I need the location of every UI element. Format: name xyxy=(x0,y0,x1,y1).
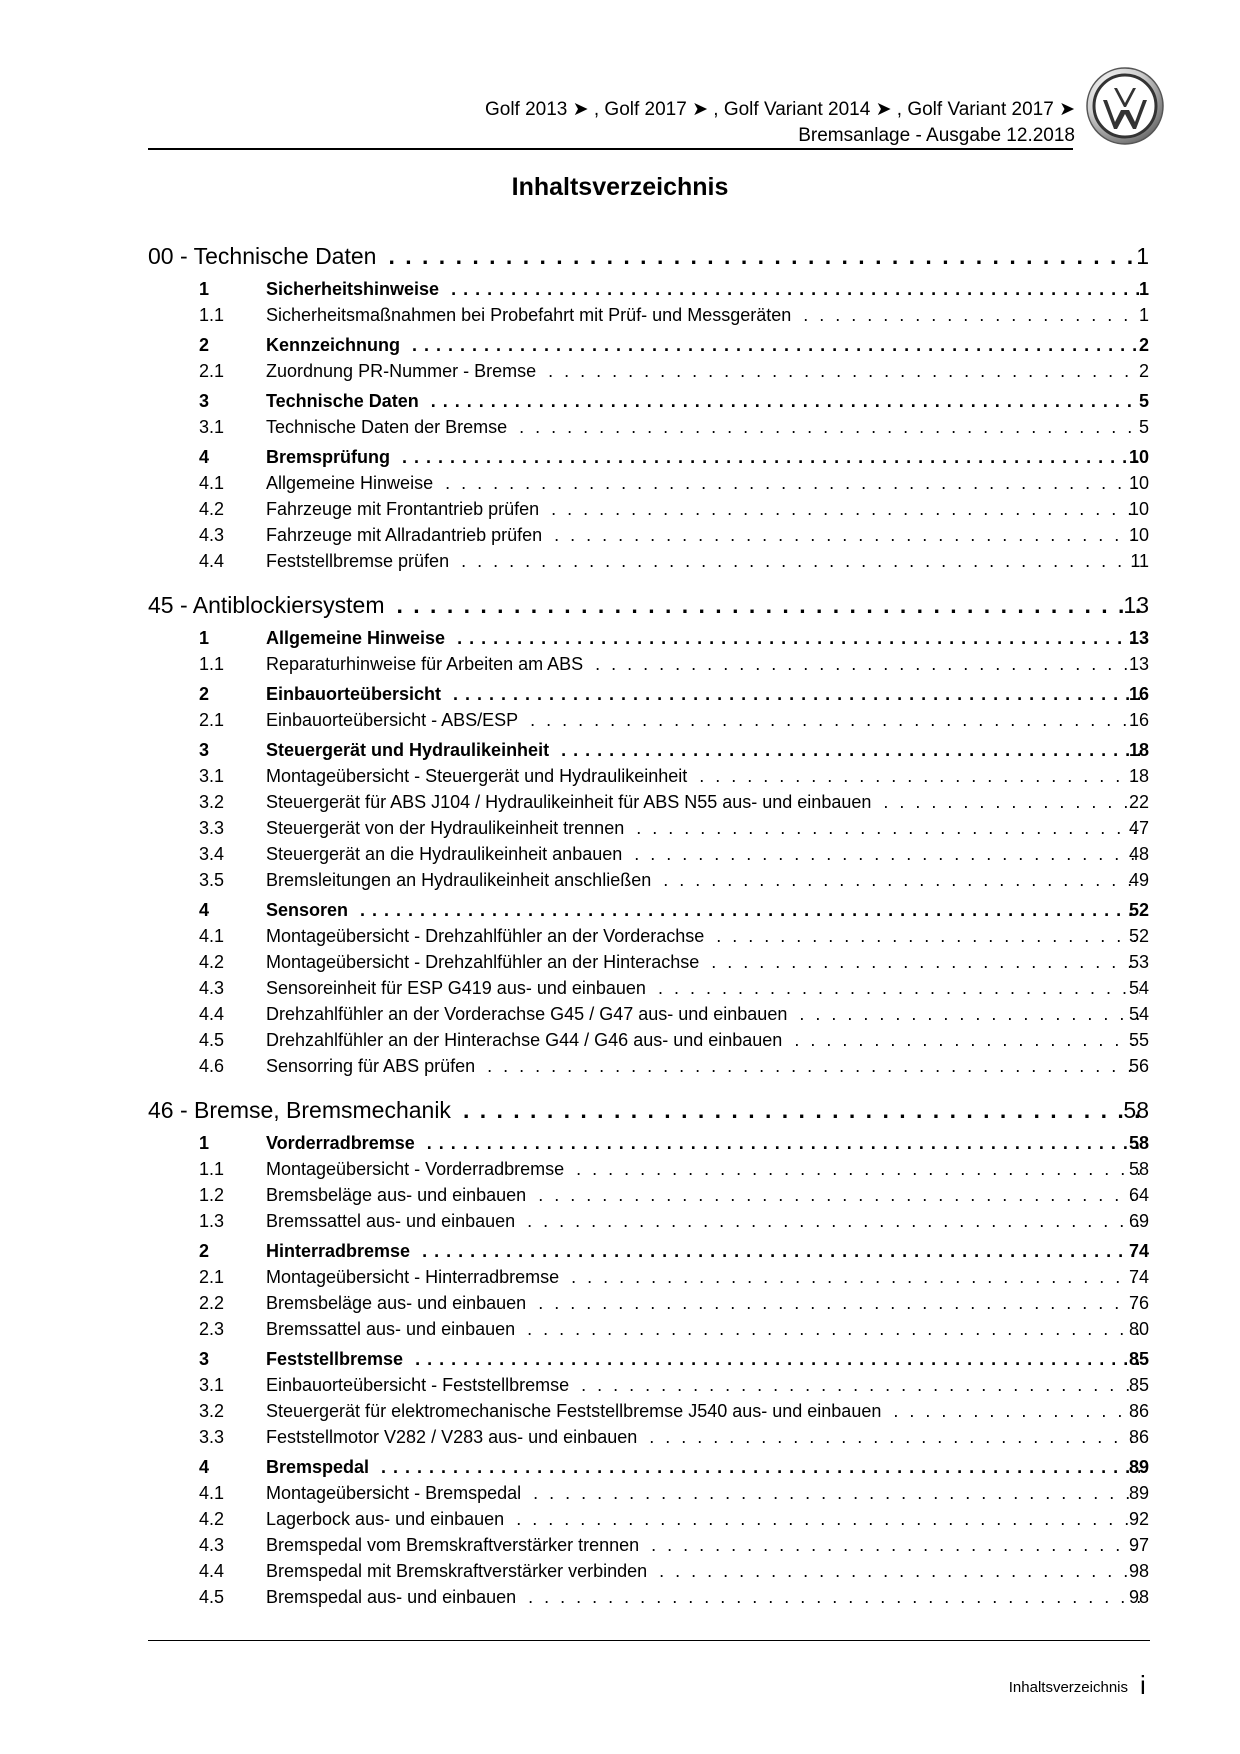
dot-leader xyxy=(381,1454,1140,1480)
toc-entry-title: Bremsbeläge aus- und einbauen xyxy=(266,1293,527,1313)
dot-leader xyxy=(554,522,1140,548)
toc-page-number: 5 xyxy=(1138,391,1149,411)
toc-subsection-row[interactable] xyxy=(0,1156,1240,1182)
toc-page-number: 69 xyxy=(1128,1211,1149,1231)
dot-leader xyxy=(457,625,1140,651)
toc-entry-title: Montageübersicht - Drehzahlfühler an der Vorderachse xyxy=(266,926,705,946)
toc-entry-title-wrap xyxy=(266,1208,1148,1234)
toc-page-number: 1 xyxy=(1138,305,1149,325)
toc-entry-number: 3 xyxy=(199,391,210,411)
toc-entry-number: 1.2 xyxy=(199,1185,225,1205)
toc-entry-title-wrap xyxy=(266,1156,1148,1182)
dot-leader xyxy=(551,496,1140,522)
toc-page-number: 13 xyxy=(1128,654,1149,674)
dot-leader xyxy=(538,1290,1140,1316)
toc-section-row[interactable] xyxy=(0,444,1240,470)
toc-entry-title-wrap xyxy=(148,1094,1148,1126)
toc-subsection-row[interactable] xyxy=(0,1480,1240,1506)
toc-entry-title: Lagerbock aus- und einbauen xyxy=(266,1509,505,1529)
toc-entry-title-wrap xyxy=(266,1001,1148,1027)
toc-entry-title: Feststellmotor V282 / V283 aus- und einbauen xyxy=(266,1427,638,1447)
toc-page-number: 16 xyxy=(1128,710,1149,730)
toc-entry-number: 3.2 xyxy=(199,792,225,812)
toc-entry-title-wrap xyxy=(266,1316,1148,1342)
toc-page-number: 11 xyxy=(1130,551,1149,571)
toc-subsection-row[interactable] xyxy=(0,1506,1240,1532)
toc-entry-number: 2.1 xyxy=(199,710,225,730)
toc-entry-title: Bremspedal aus- und einbauen xyxy=(266,1587,517,1607)
toc-entry-title-wrap xyxy=(266,1480,1148,1506)
toc-entry-number: 1 xyxy=(199,628,210,648)
dot-leader xyxy=(651,1532,1140,1558)
toc-page-number: 10 xyxy=(1128,499,1149,519)
toc-subsection-row[interactable] xyxy=(0,1264,1240,1290)
dot-leader xyxy=(487,1053,1140,1079)
toc-entry-number: 4.4 xyxy=(199,551,225,571)
toc-subsection-row[interactable] xyxy=(0,975,1240,1001)
toc-entry-title-wrap xyxy=(266,1398,1148,1424)
vehicle-models-line: Golf 2013 ➤ , Golf 2017 ➤ , Golf Variant 2014 ➤ , Golf Variant 2017 ➤ xyxy=(484,99,1075,120)
toc-subsection-row[interactable] xyxy=(0,1182,1240,1208)
toc-entry-title-wrap xyxy=(266,470,1148,496)
toc-page-number: 53 xyxy=(1128,952,1149,972)
toc-page-number: 58 xyxy=(1128,1159,1149,1179)
toc-entry-number: 2 xyxy=(199,1241,210,1261)
toc-page-number: 18 xyxy=(1128,740,1149,760)
dot-leader xyxy=(427,1130,1140,1156)
toc-entry-title: Sensoren xyxy=(266,900,349,920)
toc-entry-title-wrap xyxy=(266,1584,1148,1610)
toc-subsection-row[interactable] xyxy=(0,358,1240,384)
toc-page-number: 10 xyxy=(1128,525,1149,545)
toc-entry-title: Steuergerät für ABS J104 / Hydraulikeinheit für ABS N55 aus- und einbauen xyxy=(266,792,872,812)
toc-entry-title: Fahrzeuge mit Frontantrieb prüfen xyxy=(266,499,540,519)
toc-entry-title-wrap xyxy=(266,1130,1148,1156)
toc-section-row[interactable] xyxy=(0,388,1240,414)
toc-entry-number: 4.4 xyxy=(199,1004,225,1024)
toc-entry-title-wrap xyxy=(266,414,1148,440)
toc-entry-title-wrap xyxy=(266,522,1148,548)
toc-page-number: 80 xyxy=(1128,1319,1149,1339)
toc-subsection-row[interactable] xyxy=(0,1290,1240,1316)
dot-leader xyxy=(576,1156,1140,1182)
toc-subsection-row[interactable] xyxy=(0,707,1240,733)
toc-entry-title: Steuergerät von der Hydraulikeinheit trennen xyxy=(266,818,625,838)
toc-entry-title-wrap xyxy=(148,589,1148,621)
toc-entry-number: 4.1 xyxy=(199,1483,225,1503)
toc-subsection-row[interactable] xyxy=(0,763,1240,789)
toc-page-number: 86 xyxy=(1128,1401,1149,1421)
toc-entry-title: Montageübersicht - Hinterradbremse xyxy=(266,1267,560,1287)
toc-entry-title: Feststellbremse xyxy=(266,1349,404,1369)
toc-entry-title-wrap xyxy=(266,975,1148,1001)
toc-section-row[interactable] xyxy=(0,737,1240,763)
toc-entry-number: 4.1 xyxy=(199,926,225,946)
toc-entry-number: 1.1 xyxy=(199,305,225,325)
toc-entry-title-wrap xyxy=(266,1558,1148,1584)
toc-subsection-row[interactable] xyxy=(0,1027,1240,1053)
dot-leader xyxy=(388,240,1140,272)
toc-entry-number: 2.3 xyxy=(199,1319,225,1339)
toc-page-number: 85 xyxy=(1128,1375,1149,1395)
toc-entry-number: 3.1 xyxy=(199,1375,225,1395)
toc-section-row[interactable] xyxy=(0,1130,1240,1156)
dot-leader xyxy=(451,276,1140,302)
toc-subsection-row[interactable] xyxy=(0,923,1240,949)
toc-entry-number: 4 xyxy=(199,900,210,920)
toc-entry-title: Bremsbeläge aus- und einbauen xyxy=(266,1185,527,1205)
toc-entry-title-wrap xyxy=(266,897,1148,923)
toc-entry-number: 1.1 xyxy=(199,1159,225,1179)
toc-entry-number: 4.3 xyxy=(199,978,225,998)
dot-leader xyxy=(445,470,1140,496)
toc-entry-number: 4.6 xyxy=(199,1056,225,1076)
toc-subsection-row[interactable] xyxy=(0,496,1240,522)
dot-leader xyxy=(699,763,1140,789)
toc-entry-number: 1.3 xyxy=(199,1211,225,1231)
toc-entry-title: 00 - Technische Daten xyxy=(148,243,377,269)
toc-entry-title-wrap xyxy=(266,1027,1148,1053)
toc-entry-number: 4.2 xyxy=(199,499,225,519)
toc-page-number: 10 xyxy=(1128,447,1149,467)
toc-entry-title-wrap xyxy=(266,651,1148,677)
toc-entry-number: 3.5 xyxy=(199,870,225,890)
toc-entry-number: 3.1 xyxy=(199,766,225,786)
dot-leader xyxy=(658,975,1140,1001)
toc-page-number: 49 xyxy=(1128,870,1149,890)
toc-entry-title: Bremspedal mit Bremskraftverstärker verbinden xyxy=(266,1561,648,1581)
toc-page-number: 58 xyxy=(1123,1097,1149,1123)
toc-entry-number: 4.1 xyxy=(199,473,225,493)
toc-entry-title-wrap xyxy=(266,789,1148,815)
toc-page-number: 98 xyxy=(1128,1587,1149,1607)
toc-page-number: 85 xyxy=(1128,1349,1149,1369)
toc-entry-title: Sensorring für ABS prüfen xyxy=(266,1056,476,1076)
toc-page-number: 89 xyxy=(1128,1457,1149,1477)
toc-entry-number: 3.3 xyxy=(199,818,225,838)
toc-entry-title-wrap xyxy=(266,737,1148,763)
toc-page-number: 52 xyxy=(1128,926,1149,946)
toc-entry-number: 2.1 xyxy=(199,1267,225,1287)
toc-page-number: 1 xyxy=(1138,279,1149,299)
dot-leader xyxy=(463,1094,1140,1126)
toc-entry-title-wrap xyxy=(266,1506,1148,1532)
toc-entry-title-wrap xyxy=(266,276,1148,302)
toc-page-number: 54 xyxy=(1128,978,1149,998)
toc-section-row[interactable] xyxy=(0,1346,1240,1372)
toc-page-number: 52 xyxy=(1128,900,1149,920)
toc-entry-title-wrap xyxy=(266,1290,1148,1316)
toc-entry-title: Allgemeine Hinweise xyxy=(266,473,434,493)
toc-entry-number: 3.3 xyxy=(199,1427,225,1447)
toc-entry-number: 3.2 xyxy=(199,1401,225,1421)
dot-leader xyxy=(402,444,1140,470)
toc-entry-number: 1 xyxy=(199,1133,210,1153)
toc-entry-title: Bremspedal xyxy=(266,1457,370,1477)
toc-subsection-row[interactable] xyxy=(0,1372,1240,1398)
toc-subsection-row[interactable] xyxy=(0,522,1240,548)
toc-subsection-row[interactable] xyxy=(0,470,1240,496)
toc-subsection-row[interactable] xyxy=(0,651,1240,677)
toc-entry-title: Technische Daten xyxy=(266,391,419,411)
toc-subsection-row[interactable] xyxy=(0,414,1240,440)
toc-entry-title-wrap xyxy=(266,1053,1148,1079)
toc-subsection-row[interactable] xyxy=(0,841,1240,867)
toc-entry-number: 4.2 xyxy=(199,1509,225,1529)
toc-page-number: 5 xyxy=(1138,417,1149,437)
toc-entry-title-wrap xyxy=(266,1264,1148,1290)
toc-entry-title-wrap xyxy=(266,923,1148,949)
toc-section-row[interactable] xyxy=(0,332,1240,358)
toc-entry-title: Bremsleitungen an Hydraulikeinheit anschließen xyxy=(266,870,652,890)
toc-subsection-row[interactable] xyxy=(0,1532,1240,1558)
toc-subsection-row[interactable] xyxy=(0,302,1240,328)
toc-entry-title: Technische Daten der Bremse xyxy=(266,417,508,437)
toc-page-number: 2 xyxy=(1138,335,1149,355)
toc-entry-number: 4 xyxy=(199,447,210,467)
toc-entry-title-wrap xyxy=(266,841,1148,867)
toc-entry-title: Sensoreinheit für ESP G419 aus- und einbauen xyxy=(266,978,646,998)
toc-entry-title: Zuordnung PR-Nummer - Bremse xyxy=(266,361,537,381)
toc-subsection-row[interactable] xyxy=(0,1584,1240,1610)
dot-leader xyxy=(561,737,1140,763)
toc-entry-title-wrap xyxy=(266,815,1148,841)
toc-entry-title: Drehzahlfühler an der Hinterachse G44 / G46 aus- und einbauen xyxy=(266,1030,783,1050)
dot-leader xyxy=(634,841,1140,867)
toc-chapter-row[interactable] xyxy=(0,1094,1240,1126)
toc-subsection-row[interactable] xyxy=(0,867,1240,893)
toc-entry-title: Steuergerät und Hydraulikeinheit xyxy=(266,740,550,760)
toc-entry-title: Drehzahlfühler an der Vorderachse G45 / G47 aus- und einbauen xyxy=(266,1004,788,1024)
dot-leader xyxy=(659,1558,1140,1584)
toc-page-number: 89 xyxy=(1128,1483,1149,1503)
dot-leader xyxy=(716,923,1140,949)
toc-chapter-row[interactable] xyxy=(0,589,1240,621)
page-footer xyxy=(0,1640,1240,1754)
dot-leader xyxy=(571,1264,1140,1290)
toc-entry-title: 46 - Bremse, Bremsmechanik xyxy=(148,1097,451,1123)
toc-entry-title: Bremssattel aus- und einbauen xyxy=(266,1211,516,1231)
toc-entry-title-wrap xyxy=(266,358,1148,384)
dot-leader xyxy=(519,414,1140,440)
toc-page-number: 64 xyxy=(1128,1185,1149,1205)
dot-leader xyxy=(527,1208,1140,1234)
toc-page-number: 48 xyxy=(1128,844,1149,864)
toc-entry-title: 45 - Antiblockiersystem xyxy=(148,592,385,618)
dot-leader xyxy=(636,815,1140,841)
toc-entry-title: Steuergerät für elektromechanische Feststellbremse J540 aus- und einbauen xyxy=(266,1401,882,1421)
footer-label: Inhaltsverzeichnis xyxy=(1008,1679,1128,1696)
dot-leader xyxy=(581,1372,1140,1398)
toc-entry-title-wrap xyxy=(266,1238,1148,1264)
toc-entry-title-wrap xyxy=(266,548,1148,574)
toc-chapter-row[interactable] xyxy=(0,240,1240,272)
toc-page-number: 74 xyxy=(1128,1241,1149,1261)
toc-subsection-row[interactable] xyxy=(0,815,1240,841)
toc-entry-number: 3 xyxy=(199,1349,210,1369)
dot-leader xyxy=(360,897,1140,923)
toc-subsection-row[interactable] xyxy=(0,1424,1240,1450)
toc-entry-title-wrap xyxy=(266,707,1148,733)
toc-page-number: 13 xyxy=(1128,628,1149,648)
toc-page-number: 74 xyxy=(1128,1267,1149,1287)
toc-entry-number: 2.2 xyxy=(199,1293,225,1313)
toc-entry-title: Feststellbremse prüfen xyxy=(266,551,450,571)
toc-page-number: 16 xyxy=(1128,684,1149,704)
toc-entry-title: Montageübersicht - Vorderradbremse xyxy=(266,1159,565,1179)
toc-entry-title: Montageübersicht - Drehzahlfühler an der Hinterachse xyxy=(266,952,700,972)
toc-section-row[interactable] xyxy=(0,897,1240,923)
toc-entry-title: Einbauorteübersicht xyxy=(266,684,442,704)
toc-entry-title: Steuergerät an die Hydraulikeinheit anbauen xyxy=(266,844,623,864)
toc-entry-title: Reparaturhinweise für Arbeiten am ABS xyxy=(266,654,584,674)
toc-entry-number: 3.1 xyxy=(199,417,225,437)
toc-entry-number: 4.3 xyxy=(199,1535,225,1555)
dot-leader xyxy=(412,332,1140,358)
toc-page-number: 56 xyxy=(1128,1056,1149,1076)
toc-page-number: 55 xyxy=(1128,1030,1149,1050)
toc-entry-title-wrap xyxy=(266,332,1148,358)
dot-leader xyxy=(528,1584,1140,1610)
dot-leader xyxy=(649,1424,1140,1450)
dot-leader xyxy=(453,681,1140,707)
toc-entry-title: Sicherheitshinweise xyxy=(266,279,440,299)
toc-entry-title: Bremsprüfung xyxy=(266,447,391,467)
toc-entry-title: Montageübersicht - Bremspedal xyxy=(266,1483,522,1503)
page-title: Inhaltsverzeichnis xyxy=(511,173,729,201)
toc-entry-title: Hinterradbremse xyxy=(266,1241,411,1261)
toc-subsection-row[interactable] xyxy=(0,1001,1240,1027)
toc-page-number: 47 xyxy=(1128,818,1149,838)
toc-entry-number: 4.3 xyxy=(199,525,225,545)
manual-edition-line: Bremsanlage - Ausgabe 12.2018 xyxy=(798,125,1075,146)
toc-page-number: 76 xyxy=(1128,1293,1149,1313)
toc-entry-title-wrap xyxy=(266,1532,1148,1558)
toc-section-row[interactable] xyxy=(0,625,1240,651)
dot-leader xyxy=(415,1346,1140,1372)
dot-leader xyxy=(663,867,1140,893)
toc-section-row[interactable] xyxy=(0,1238,1240,1264)
toc-page-number: 13 xyxy=(1123,592,1149,618)
toc-entry-number: 3.4 xyxy=(199,844,225,864)
toc-entry-number: 4.5 xyxy=(199,1587,225,1607)
dot-leader xyxy=(396,589,1140,621)
toc-entry-title-wrap xyxy=(266,1346,1148,1372)
toc-entry-title-wrap xyxy=(266,949,1148,975)
toc-subsection-row[interactable] xyxy=(0,1316,1240,1342)
dot-leader xyxy=(533,1480,1140,1506)
toc-subsection-row[interactable] xyxy=(0,1398,1240,1424)
toc-subsection-row[interactable] xyxy=(0,1053,1240,1079)
toc-entry-title-wrap xyxy=(266,1424,1148,1450)
toc-entry-title: Kennzeichnung xyxy=(266,335,400,355)
toc-entry-title: Allgemeine Hinweise xyxy=(266,628,446,648)
page-number: i xyxy=(1140,1670,1146,1700)
toc-page-number: 92 xyxy=(1128,1509,1149,1529)
toc-entry-title-wrap xyxy=(266,496,1148,522)
footer-divider xyxy=(148,1640,1150,1641)
toc-entry-title-wrap xyxy=(148,240,1148,272)
toc-entry-title-wrap xyxy=(266,681,1148,707)
dot-leader xyxy=(538,1182,1140,1208)
toc-entry-title-wrap xyxy=(266,625,1148,651)
toc-page-number: 18 xyxy=(1128,766,1149,786)
toc-page-number: 97 xyxy=(1128,1535,1149,1555)
toc-entry-title-wrap xyxy=(266,302,1148,328)
toc-entry-title-wrap xyxy=(266,763,1148,789)
toc-page-number: 86 xyxy=(1128,1427,1149,1447)
toc-subsection-row[interactable] xyxy=(0,1208,1240,1234)
toc-entry-title: Sicherheitsmaßnahmen bei Probefahrt mit Prüf- und Messgeräten xyxy=(266,305,792,325)
toc-entry-title: Bremspedal vom Bremskraftverstärker trennen xyxy=(266,1535,640,1555)
toc-entry-title: Bremssattel aus- und einbauen xyxy=(266,1319,516,1339)
toc-subsection-row[interactable] xyxy=(0,1558,1240,1584)
toc-section-row[interactable] xyxy=(0,681,1240,707)
toc-subsection-row[interactable] xyxy=(0,789,1240,815)
toc-entry-number: 1.1 xyxy=(199,654,225,674)
toc-section-row[interactable] xyxy=(0,1454,1240,1480)
toc-entry-title: Fahrzeuge mit Allradantrieb prüfen xyxy=(266,525,543,545)
dot-leader xyxy=(548,358,1140,384)
toc-entry-title-wrap xyxy=(266,1372,1148,1398)
toc-entry-number: 4.4 xyxy=(199,1561,225,1581)
toc-entry-title-wrap xyxy=(266,1182,1148,1208)
toc-entry-number: 2.1 xyxy=(199,361,225,381)
toc-subsection-row[interactable] xyxy=(0,949,1240,975)
dot-leader xyxy=(530,707,1140,733)
dot-leader xyxy=(595,651,1140,677)
toc-entry-title: Montageübersicht - Steuergerät und Hydraulikeinheit xyxy=(266,766,688,786)
toc-entry-title-wrap xyxy=(266,867,1148,893)
toc-entry-title: Einbauorteübersicht - Feststellbremse xyxy=(266,1375,570,1395)
dot-leader xyxy=(527,1316,1140,1342)
toc-entry-title-wrap xyxy=(266,444,1148,470)
dot-leader xyxy=(431,388,1140,414)
toc-page-number: 2 xyxy=(1138,361,1149,381)
dot-leader xyxy=(422,1238,1140,1264)
toc-section-row[interactable] xyxy=(0,276,1240,302)
toc-entry-number: 2 xyxy=(199,684,210,704)
toc-entry-number: 3 xyxy=(199,740,210,760)
toc-entry-number: 1 xyxy=(199,279,210,299)
toc-entry-title-wrap xyxy=(266,1454,1148,1480)
toc-entry-title: Einbauorteübersicht - ABS/ESP xyxy=(266,710,519,730)
toc-entry-number: 2 xyxy=(199,335,210,355)
toc-page-number: 22 xyxy=(1128,792,1149,812)
toc-page-number: 10 xyxy=(1128,473,1149,493)
dot-leader xyxy=(516,1506,1140,1532)
toc-page-number: 98 xyxy=(1128,1561,1149,1581)
toc-entry-title: Vorderradbremse xyxy=(266,1133,415,1153)
toc-subsection-row[interactable] xyxy=(0,548,1240,574)
dot-leader xyxy=(711,949,1140,975)
toc-page-number: 58 xyxy=(1128,1133,1149,1153)
toc-page-number: 1 xyxy=(1136,243,1149,269)
toc-page-number: 54 xyxy=(1128,1004,1149,1024)
toc-entry-title-wrap xyxy=(266,388,1148,414)
toc-entry-number: 4 xyxy=(199,1457,210,1477)
dot-leader xyxy=(461,548,1140,574)
toc-entry-number: 4.5 xyxy=(199,1030,225,1050)
toc-entry-number: 4.2 xyxy=(199,952,225,972)
